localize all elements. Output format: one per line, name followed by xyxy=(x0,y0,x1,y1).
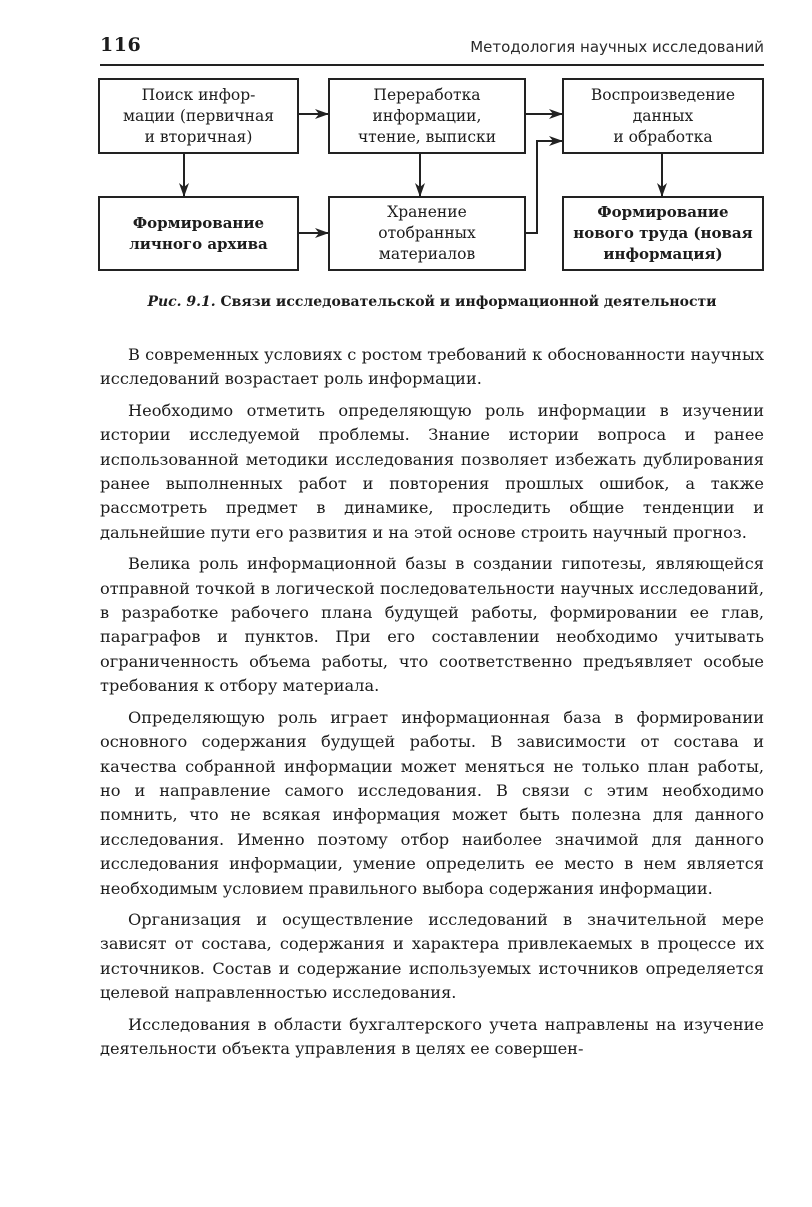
box-personal-archive-label: Формирование личного архива xyxy=(129,213,268,253)
running-title: Методология научных исследований xyxy=(470,38,764,56)
figure-caption xyxy=(100,294,764,310)
box-new-work-label: Формирование нового труда (новая информация) xyxy=(573,203,753,263)
box-data-reproduction-label: Воспроизведение данных и обработка xyxy=(590,85,736,146)
box-materials-storage-label: Хранение отобранных материалов xyxy=(378,203,476,263)
figure-9-1-diagram xyxy=(0,0,812,290)
box-information-processing xyxy=(328,78,526,154)
box-materials-storage xyxy=(328,196,526,271)
box-data-reproduction xyxy=(562,78,764,154)
paragraph: Определяющую роль играет информационная база в формировании основного содержания будущей работы. В зависимости от состава и качества собранной информации может меняться не только план работы, но и направление самого исследования. В связи с этим необходимо помнить, что не всякая информация может быть полезна для данного исследования. Именно поэтому отбор наиболее значимой для данного исследования информации, умение определить ее место в нем является необходимым условием правильного выбора содержания информации. xyxy=(100,707,764,898)
body-text xyxy=(100,343,764,1068)
box-information-processing-label: Переработка информации, чтение, выписки xyxy=(357,85,497,146)
paragraph: Исследования в области бухгалтерского учета направлены на изучение деятельности объекта управления в целях ее совершен- xyxy=(100,1014,764,1058)
arrow-storage-to-reproduction xyxy=(526,141,562,233)
paragraph: В современных условиях с ростом требований к обоснованности научных исследований возрастает роль информации. xyxy=(100,345,764,389)
box-information-search-label: Поиск инфор- мации (первичная и вторичная) xyxy=(123,85,274,146)
figure-caption-text: Связи исследовательской и информационной деятельности xyxy=(215,294,717,310)
paragraph: Организация и осуществление исследований в значительной мере зависят от состава, содержания и характера привлекаемых в процессе их источников. Состав и содержание используемых источников определяется целевой направленностью исследования. xyxy=(100,909,764,1003)
paragraph: Необходимо отметить определяющую роль информации в изучении истории исследуемой проблемы. Знание истории вопроса и ранее использованной методики исследования позволяет избежать дублирования ранее выполненных работ и повторения прошлых ошибок, а также рассмотреть предмет в динамике, проследить общие тенденции и дальнейшие пути его развития и на этой основе строить научный прогноз. xyxy=(100,400,764,542)
page-number: 116 xyxy=(100,34,142,56)
box-information-search xyxy=(98,78,299,154)
box-new-work xyxy=(562,196,764,271)
paragraph: Велика роль информационной базы в создании гипотезы, являющейся отправной точкой в логической последовательности научных исследований, в разработке рабочего плана будущей работы, формировании ее глав, параграфов и пунктов. При его составлении необходимо учитывать ограниченность объема работы, что соответственно предъявляет особые требования к отбору материала. xyxy=(100,554,764,696)
box-personal-archive xyxy=(98,196,299,271)
figure-caption-label: Рис. 9.1. xyxy=(147,294,216,310)
